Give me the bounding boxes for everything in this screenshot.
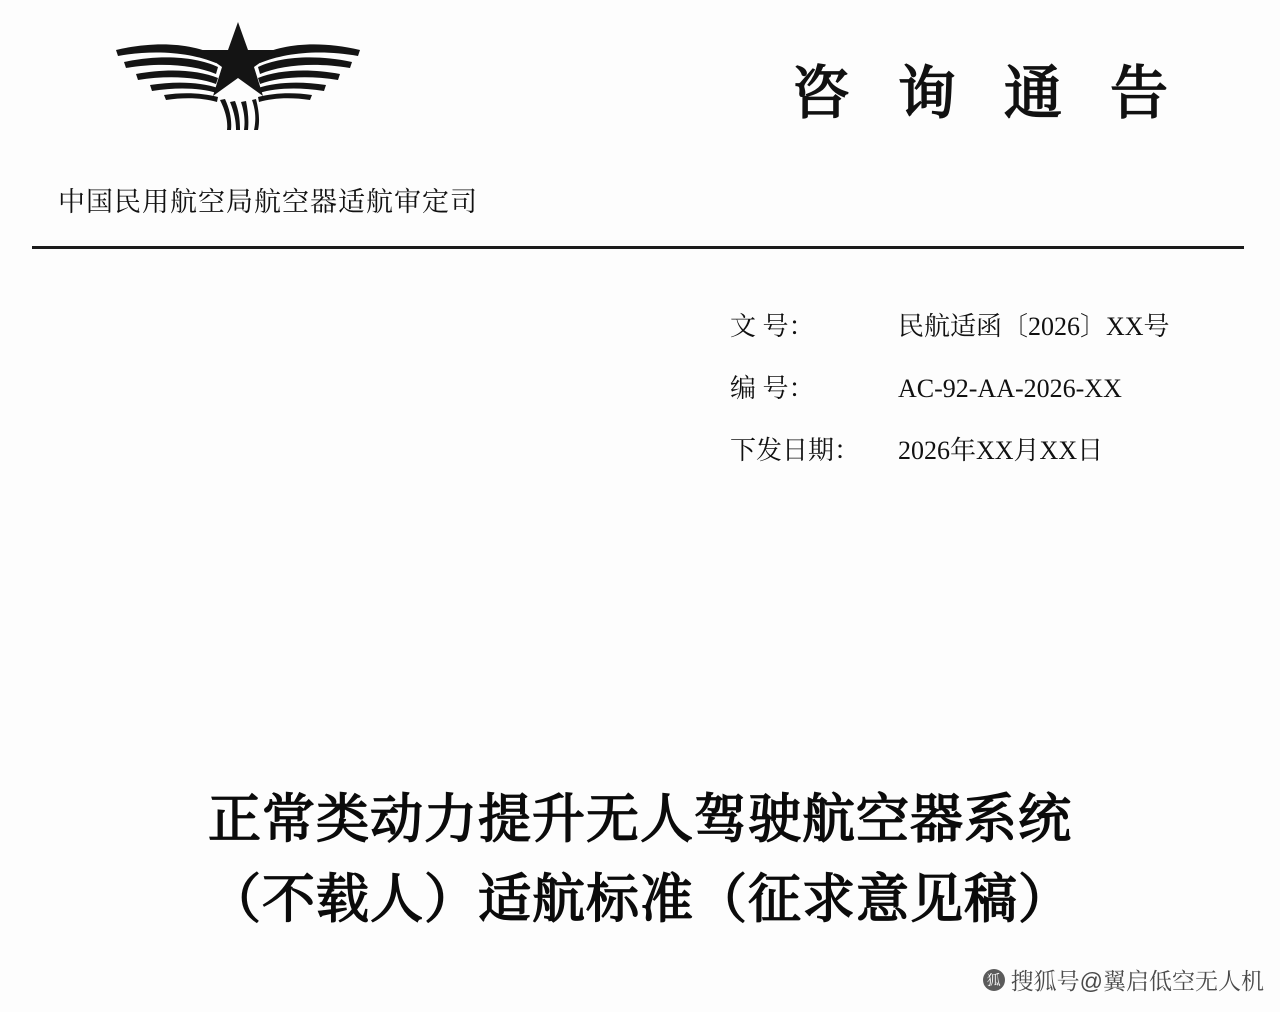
sohu-fox-icon: 狐 [983, 969, 1005, 991]
header-divider [32, 246, 1244, 249]
document-header [0, 0, 1280, 250]
watermark [983, 963, 1264, 996]
meta-label-document-number: 文 号： [730, 312, 815, 341]
meta-row-serial-number [730, 358, 1170, 420]
meta-value-document-number: 民航适函〔2026〕XX号 [898, 312, 1170, 341]
meta-value-issue-date: 2026年XX月XX日 [898, 436, 1104, 465]
watermark-text: 搜狐号@翼启低空无人机 [1010, 968, 1264, 994]
document-type-title: 咨 询 通 告 [791, 61, 1184, 126]
caac-winged-star-emblem-icon [108, 14, 368, 134]
document-title [0, 780, 1280, 940]
meta-label-issue-date: 下发日期： [730, 436, 861, 465]
issuing-authority: 中国民用航空局航空器适航审定司 [58, 187, 478, 217]
document-title-line-2: （不载人）适航标准（征求意见稿） [208, 870, 1072, 929]
meta-row-document-number [730, 296, 1170, 358]
meta-row-issue-date [730, 420, 1170, 482]
meta-value-serial-number: AC-92-AA-2026-XX [898, 374, 1122, 403]
meta-label-serial-number: 编 号： [730, 374, 815, 403]
document-meta [730, 296, 1170, 482]
document-title-line-1: 正常类动力提升无人驾驶航空器系统 [208, 790, 1072, 849]
